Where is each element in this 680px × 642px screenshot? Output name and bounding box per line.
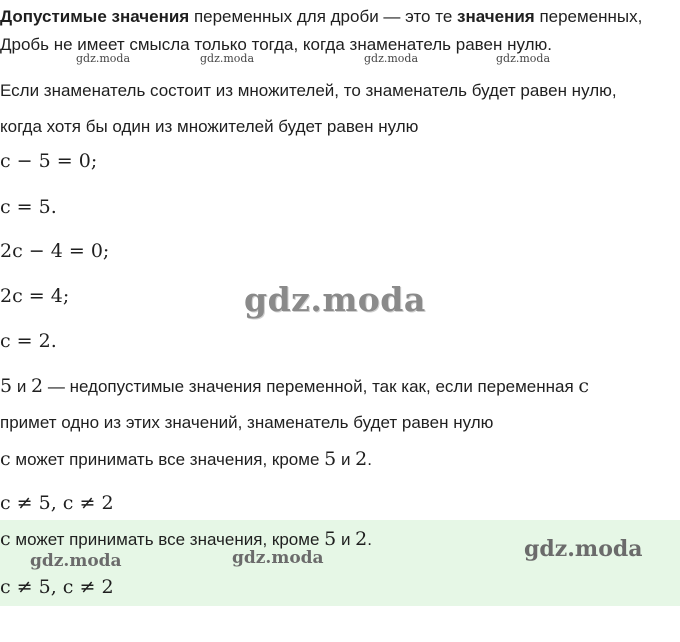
term-bold-1: Допустимые значения: [0, 7, 190, 26]
conclusion-inequalities: c ≠ 5, c ≠ 2: [0, 492, 114, 514]
conclusion-text-2: может принимать все значения, кроме: [10, 450, 325, 469]
equation-4: 2c = 4;: [0, 285, 70, 307]
equation-1: c − 5 = 0;: [0, 150, 98, 172]
equation-5: c = 2.: [0, 330, 57, 352]
watermark-answer-mid: gdz.moda: [232, 548, 324, 568]
value-5: 5: [324, 448, 337, 470]
value-2: 2: [31, 375, 44, 397]
answer-inequalities: c ≠ 5, c ≠ 2: [0, 576, 114, 598]
variable-c: c: [0, 448, 11, 470]
watermark-answer-right: gdz.moda: [524, 536, 643, 562]
intro-text-1: переменных для дроби — это те: [189, 7, 457, 26]
explain-line-1: Если знаменатель состоит из множителей, то знаменатель будет равен нулю,: [0, 81, 617, 100]
watermark-small-4: gdz.moda: [496, 52, 551, 65]
answer-period: .: [367, 530, 372, 549]
conclusion-line-3: [0, 448, 372, 471]
value-2: 2: [355, 528, 368, 550]
watermark-center: gdz.moda: [244, 280, 426, 319]
intro-text-2: переменных,: [534, 7, 643, 26]
conclusion-text-and: и: [12, 377, 32, 396]
variable-c: c: [578, 375, 590, 397]
equation-3: 2c − 4 = 0;: [0, 240, 110, 262]
intro-line-1: [0, 6, 642, 28]
watermark-small-2: gdz.moda: [200, 52, 255, 65]
value-2: 2: [355, 448, 368, 470]
equation-2: c = 5.: [0, 196, 57, 218]
conclusion-text-and: и: [336, 450, 356, 469]
conclusion-line-2: примет одно из этих значений, знаменатель будет равен нулю: [0, 413, 494, 432]
variable-c: c: [0, 528, 11, 550]
conclusion-period: .: [367, 450, 372, 469]
conclusion-line-1: [0, 375, 589, 398]
value-5: 5: [324, 528, 337, 550]
watermark-answer-left: gdz.moda: [30, 551, 122, 571]
conclusion-text-1: — недопустимые значения переменной, так как, если переменная: [43, 377, 579, 396]
term-bold-2: значения: [457, 7, 535, 26]
answer-box: [0, 520, 680, 606]
answer-text-and: и: [336, 530, 356, 549]
watermark-small-3: gdz.moda: [364, 52, 419, 65]
explain-line-2: когда хотя бы один из множителей будет равен нулю: [0, 117, 419, 136]
watermark-small-1: gdz.moda: [76, 52, 131, 65]
intro-line-2: Дробь не имеет смысла только тогда, когда знаменатель равен нулю.: [0, 35, 552, 54]
answer-text-1: может принимать все значения, кроме: [10, 530, 325, 549]
value-5: 5: [0, 375, 13, 397]
